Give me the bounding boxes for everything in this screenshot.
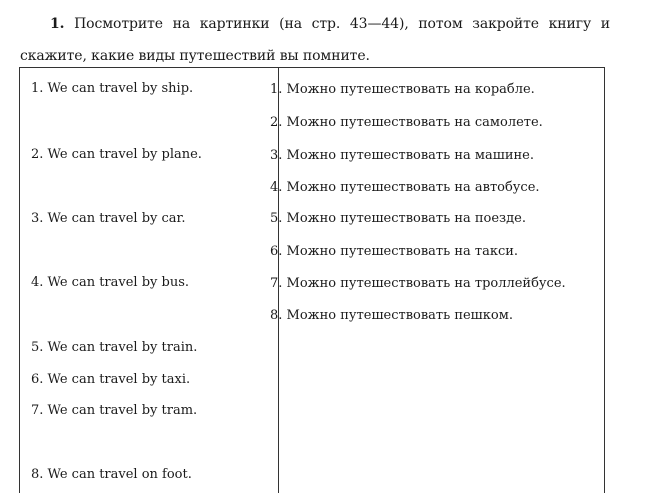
english-line-1: 1. We can travel by ship.	[31, 81, 194, 96]
english-line-4: 4. We can travel by bus.	[31, 275, 190, 290]
russian-line-5: 5. Можно путешествовать на поезде.	[270, 211, 526, 226]
task-instruction	[20, 8, 610, 72]
russian-line-4: 4. Можно путешествовать на автобусе.	[270, 180, 540, 195]
task-text: Посмотрите на картинки (на стр. 43—44), потом закройте книгу и скажите, какие виды путешествий вы помните.	[20, 16, 610, 64]
russian-line-1: 1. Можно путешествовать на корабле.	[270, 82, 535, 97]
russian-line-2: 2. Можно путешествовать на самолете.	[270, 115, 543, 130]
translation-table	[19, 67, 605, 493]
english-line-3: 3. We can travel by car.	[31, 211, 186, 226]
russian-line-7: 7. Можно путешествовать на троллейбусе.	[270, 276, 566, 291]
english-line-7: 7. We can travel by tram.	[31, 403, 198, 418]
russian-line-3: 3. Можно путешествовать на машине.	[270, 148, 534, 163]
task-number: 1.	[50, 16, 65, 32]
english-line-8: 8. We can travel on foot.	[31, 467, 192, 482]
russian-line-8: 8. Можно путешествовать пешком.	[270, 308, 513, 323]
english-line-6: 6. We can travel by taxi.	[31, 372, 191, 387]
english-line-5: 5. We can travel by train.	[31, 340, 198, 355]
russian-line-6: 6. Можно путешествовать на такси.	[270, 244, 519, 259]
english-line-2: 2. We can travel by plane.	[31, 147, 202, 162]
